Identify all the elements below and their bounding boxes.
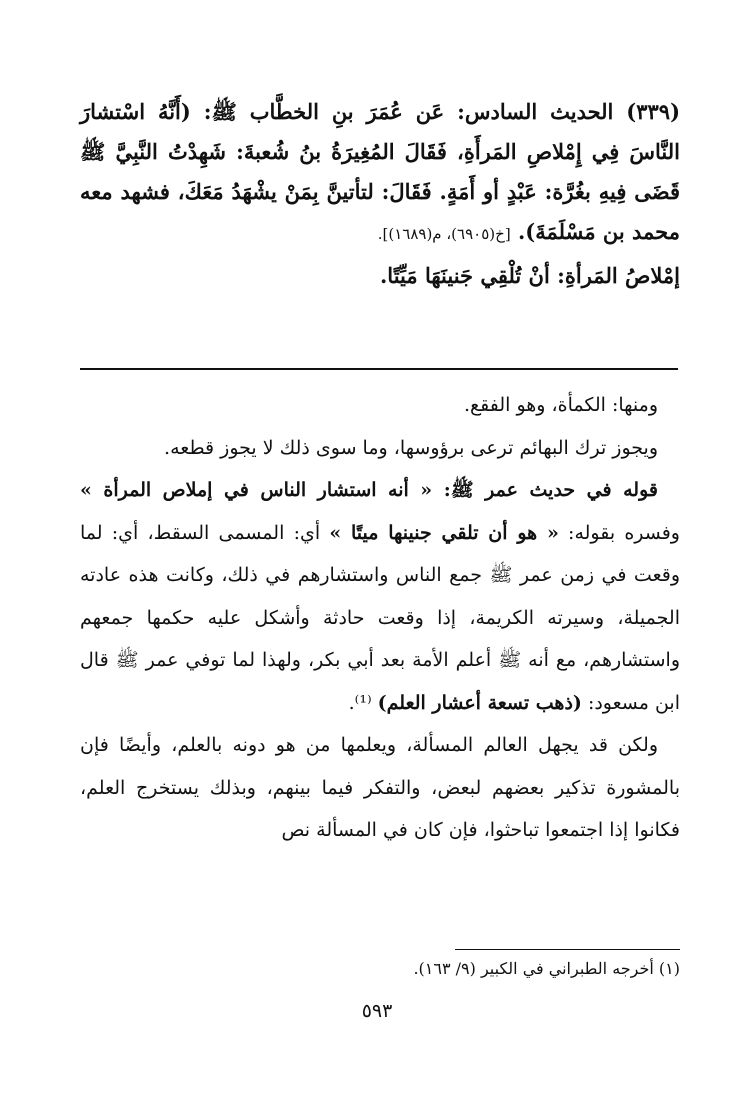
commentary-lead: قوله في حديث عمر ﷺ: xyxy=(432,479,658,501)
hadith-reference: [خ(٦٩٠٥)، م(١٦٨٩)]. xyxy=(377,225,511,243)
hadith-text xyxy=(80,92,680,254)
quoted-hadith: « أنه استشار الناس في إملاص المرأة » xyxy=(80,479,433,501)
page-number: ٥٩٣ xyxy=(361,1000,393,1022)
commentary-paragraph: ولكن قد يجهل العالم المسألة، ويعلمها من هو دونه بالعلم، وأيضًا فإن بالمشورة تذكير بعضهم لبعض، والتفكر فيما بينهم، وبذلك يستخرج العلم، فكانوا إذا اجتمعوا تباحثوا، فإن كان في المسألة نص xyxy=(80,734,680,841)
footnote-marker: ⁽¹⁾. xyxy=(348,691,378,714)
footnote: (١) أخرجه الطبراني في الكبير (٩/ ١٦٣). xyxy=(413,959,680,978)
hadith-line: اسْتشارَ النَّاسَ فِي إِمْلاصِ المَرأَةِ، فَقَالَ المُغِيرَةُ بنُ شُعبةَ: شَهِدْتُ النَّبِيَّ xyxy=(80,99,680,164)
commentary-text: وفسره بقوله: xyxy=(558,521,680,544)
commentary-block xyxy=(80,384,680,852)
footnote-divider xyxy=(455,949,680,950)
commentary-paragraph xyxy=(80,469,680,724)
section-divider xyxy=(80,368,678,370)
hadith-line: ﷺ قَضَى فِيهِ بغُرَّة: عَبْدٍ أو أَمَةٍ. فَقَالَ: لتأتينَّ بِمَنْ يشْهَدُ مَعَكَ، فشهد معه xyxy=(80,139,680,204)
commentary-text: أي: المسمى السقط، أي: لما وقعت في زمن عمر ﷺ جمع الناس واستشارهم في ذلك، وكانت هذه عادته الجميلة، وسيرته الكريمة، إذا وقعت حادثة وأشكل عليه حكمها جمعهم واستشارهم، مع أنه ﷺ أعلم الأمة بعد أبي بكر، ولهذا لما توفي عمر ﷺ قال ابن مسعود: xyxy=(80,521,680,714)
quoted-hadith: « هو أن تلقي جنينها ميتًا » xyxy=(329,521,559,544)
hadith-definition: إمْلاصُ المَرأةِ: أنْ تُلْقِي جَنينَهَا مَيِّتًا. xyxy=(380,263,680,288)
commentary-paragraph: ويجوز ترك البهائم ترعى برؤوسها، وما سوى ذلك لا يجوز قطعه. xyxy=(164,436,658,459)
quoted-saying: (ذهب تسعة أعشار العلم) xyxy=(377,691,582,714)
hadith-line: (٣٣٩) الحديث السادس: عَن عُمَرَ بنِ الخطَّاب ﷺ: (أَنَّهُ xyxy=(157,99,681,124)
hadith-block xyxy=(80,92,680,296)
hadith-line: محمد بن مَسْلَمَةَ). xyxy=(517,219,680,244)
commentary-paragraph: ومنها: الكمأة، وهو الفقع. xyxy=(463,394,658,416)
